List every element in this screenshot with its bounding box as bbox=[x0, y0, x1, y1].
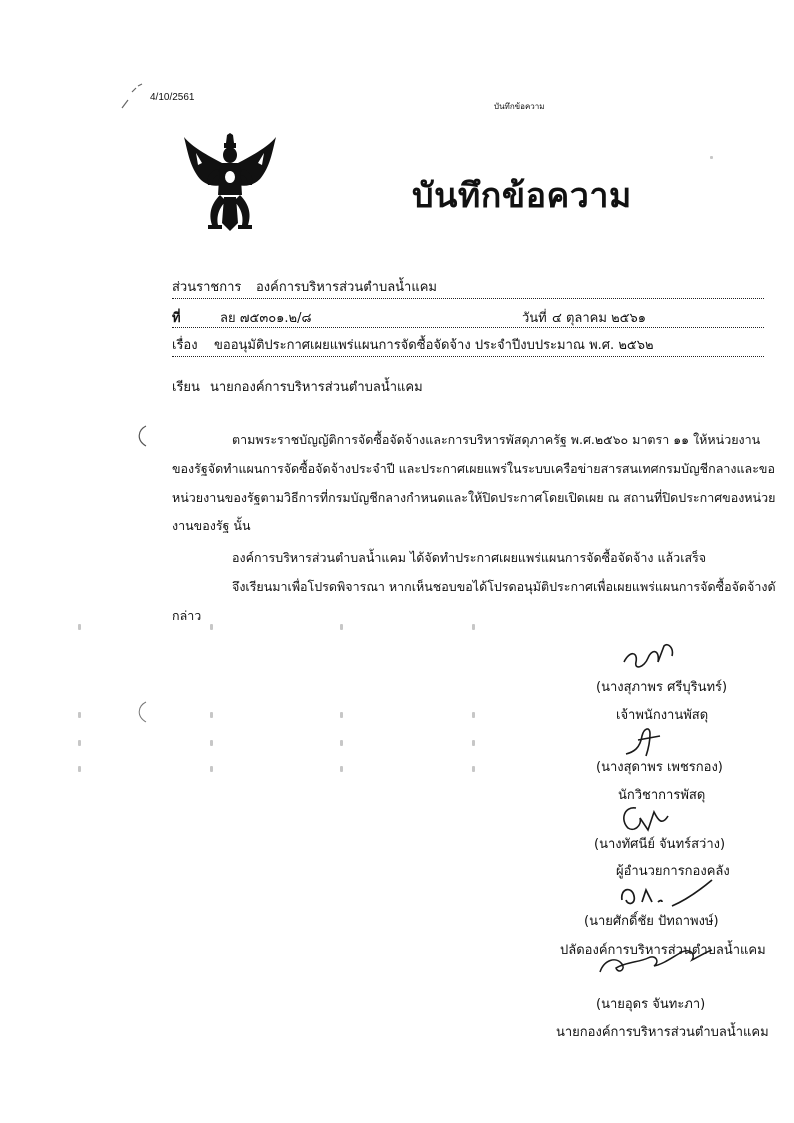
ref-label: ที่ bbox=[172, 311, 181, 326]
ref-rule bbox=[172, 327, 764, 328]
scan-speck bbox=[78, 740, 81, 746]
para2: องค์การบริหารส่วนตำบลน้ำแคม ได้จัดทำประกาศเผยแพร่แผนการจัดซื้อจัดจ้าง แล้วเสร็จ bbox=[232, 550, 707, 565]
memo-title: บันทึกข้อความ bbox=[412, 176, 632, 216]
punch-hole-mark-icon bbox=[134, 424, 148, 448]
para1-line1: ตามพระราชบัญญัติการจัดซื้อจัดจ้างและการบริหารพัสดุภาครัฐ พ.ศ.๒๕๖๐ มาตรา ๑๑ ให้หน่วยงาน bbox=[232, 432, 761, 447]
date-value: ๔ ตุลาคม ๒๕๖๑ bbox=[552, 311, 646, 326]
signature-scribble-icon bbox=[616, 878, 716, 914]
scan-speck bbox=[78, 712, 81, 718]
signature-4-position: ปลัดองค์การบริหารส่วนตำบลน้ำแคม bbox=[560, 943, 766, 958]
signature-scribble-icon bbox=[620, 640, 680, 674]
stamp-date: 4/10/2561 bbox=[150, 92, 195, 103]
signature-3-position: ผู้อำนวยการกองคลัง bbox=[616, 864, 730, 879]
scan-mark-icon bbox=[118, 82, 148, 112]
agency-value: องค์การบริหารส่วนตำบลน้ำแคม bbox=[256, 280, 438, 295]
para3-line1: จึงเรียนมาเพื่อโปรดพิจารณา หากเห็นชอบขอได้โปรดอนุมัติประกาศเพื่อเผยแพร่แผนการจัดซื้อจัดจ้างดั bbox=[232, 579, 776, 594]
signature-4-name: (นายศักดิ์ชัย ปัทถาพงษ์) bbox=[584, 914, 719, 929]
to-label: เรียน bbox=[172, 380, 200, 395]
subject-rule bbox=[172, 356, 764, 357]
to-value: นายกองค์การบริหารส่วนตำบลน้ำแคม bbox=[210, 380, 423, 395]
garuda-emblem-icon bbox=[182, 133, 278, 233]
para1-line3: หน่วยงานของรัฐตามวิธีการที่กรมบัญชีกลางกำหนดและให้ปิดประกาศโดยเปิดเผย ณ สถานที่ปิดประกาศของหน่วย bbox=[172, 490, 776, 505]
signature-2-position: นักวิชาการพัสดุ bbox=[618, 788, 706, 803]
scan-speck bbox=[78, 766, 81, 772]
signature-5-name: (นายอุดร จันทะภา) bbox=[596, 997, 706, 1012]
para3-line2: กล่าว bbox=[172, 608, 202, 623]
signature-1-name: (นางสุภาพร ศรีบุรินทร์) bbox=[596, 680, 728, 695]
agency-label: ส่วนราชการ bbox=[172, 280, 242, 295]
signature-scribble-icon bbox=[620, 722, 670, 758]
signature-2-name: (นางสุดาพร เพชรกอง) bbox=[596, 760, 723, 775]
scan-speck bbox=[340, 624, 343, 630]
scan-speck bbox=[210, 624, 213, 630]
scan-speck bbox=[472, 740, 475, 746]
signature-3-name: (นางทัศนีย์ จันทร์สว่าง) bbox=[594, 837, 726, 852]
para1-line2: ของรัฐจัดทำแผนการจัดซื้อจัดจ้างประจำปี และประกาศเผยแพร่ในระบบเครือข่ายสารสนเทศกรมบัญชีกลางและขอ bbox=[172, 461, 775, 476]
scan-speck bbox=[472, 712, 475, 718]
scan-speck bbox=[78, 624, 81, 630]
scan-speck bbox=[210, 766, 213, 772]
scan-speck bbox=[210, 740, 213, 746]
date-label: วันที่ bbox=[522, 311, 547, 326]
signature-1-position: เจ้าพนักงานพัสดุ bbox=[616, 708, 709, 723]
para1-line4: งานของรัฐ นั้น bbox=[172, 518, 251, 533]
subject-label: เรื่อง bbox=[172, 338, 198, 353]
top-label: บันทึกข้อความ bbox=[494, 102, 545, 111]
ref-value: ลย ๗๕๓๐๑.๒/๘ bbox=[220, 311, 312, 326]
subject-value: ขออนุมัติประกาศเผยแพร่แผนการจัดซื้อจัดจ้าง ประจำปีงบประมาณ พ.ศ. ๒๕๖๒ bbox=[214, 338, 654, 353]
signature-5-position: นายกองค์การบริหารส่วนตำบลน้ำแคม bbox=[556, 1025, 769, 1040]
scan-speck bbox=[472, 624, 475, 630]
scan-speck bbox=[472, 766, 475, 772]
signature-scribble-icon bbox=[614, 800, 674, 834]
scan-speck bbox=[710, 156, 713, 159]
scan-speck bbox=[340, 712, 343, 718]
scan-speck bbox=[340, 766, 343, 772]
signature-scribble-icon bbox=[596, 942, 716, 982]
agency-rule bbox=[172, 298, 764, 299]
scan-speck bbox=[340, 740, 343, 746]
scan-speck bbox=[210, 712, 213, 718]
punch-hole-mark-icon bbox=[134, 700, 148, 724]
